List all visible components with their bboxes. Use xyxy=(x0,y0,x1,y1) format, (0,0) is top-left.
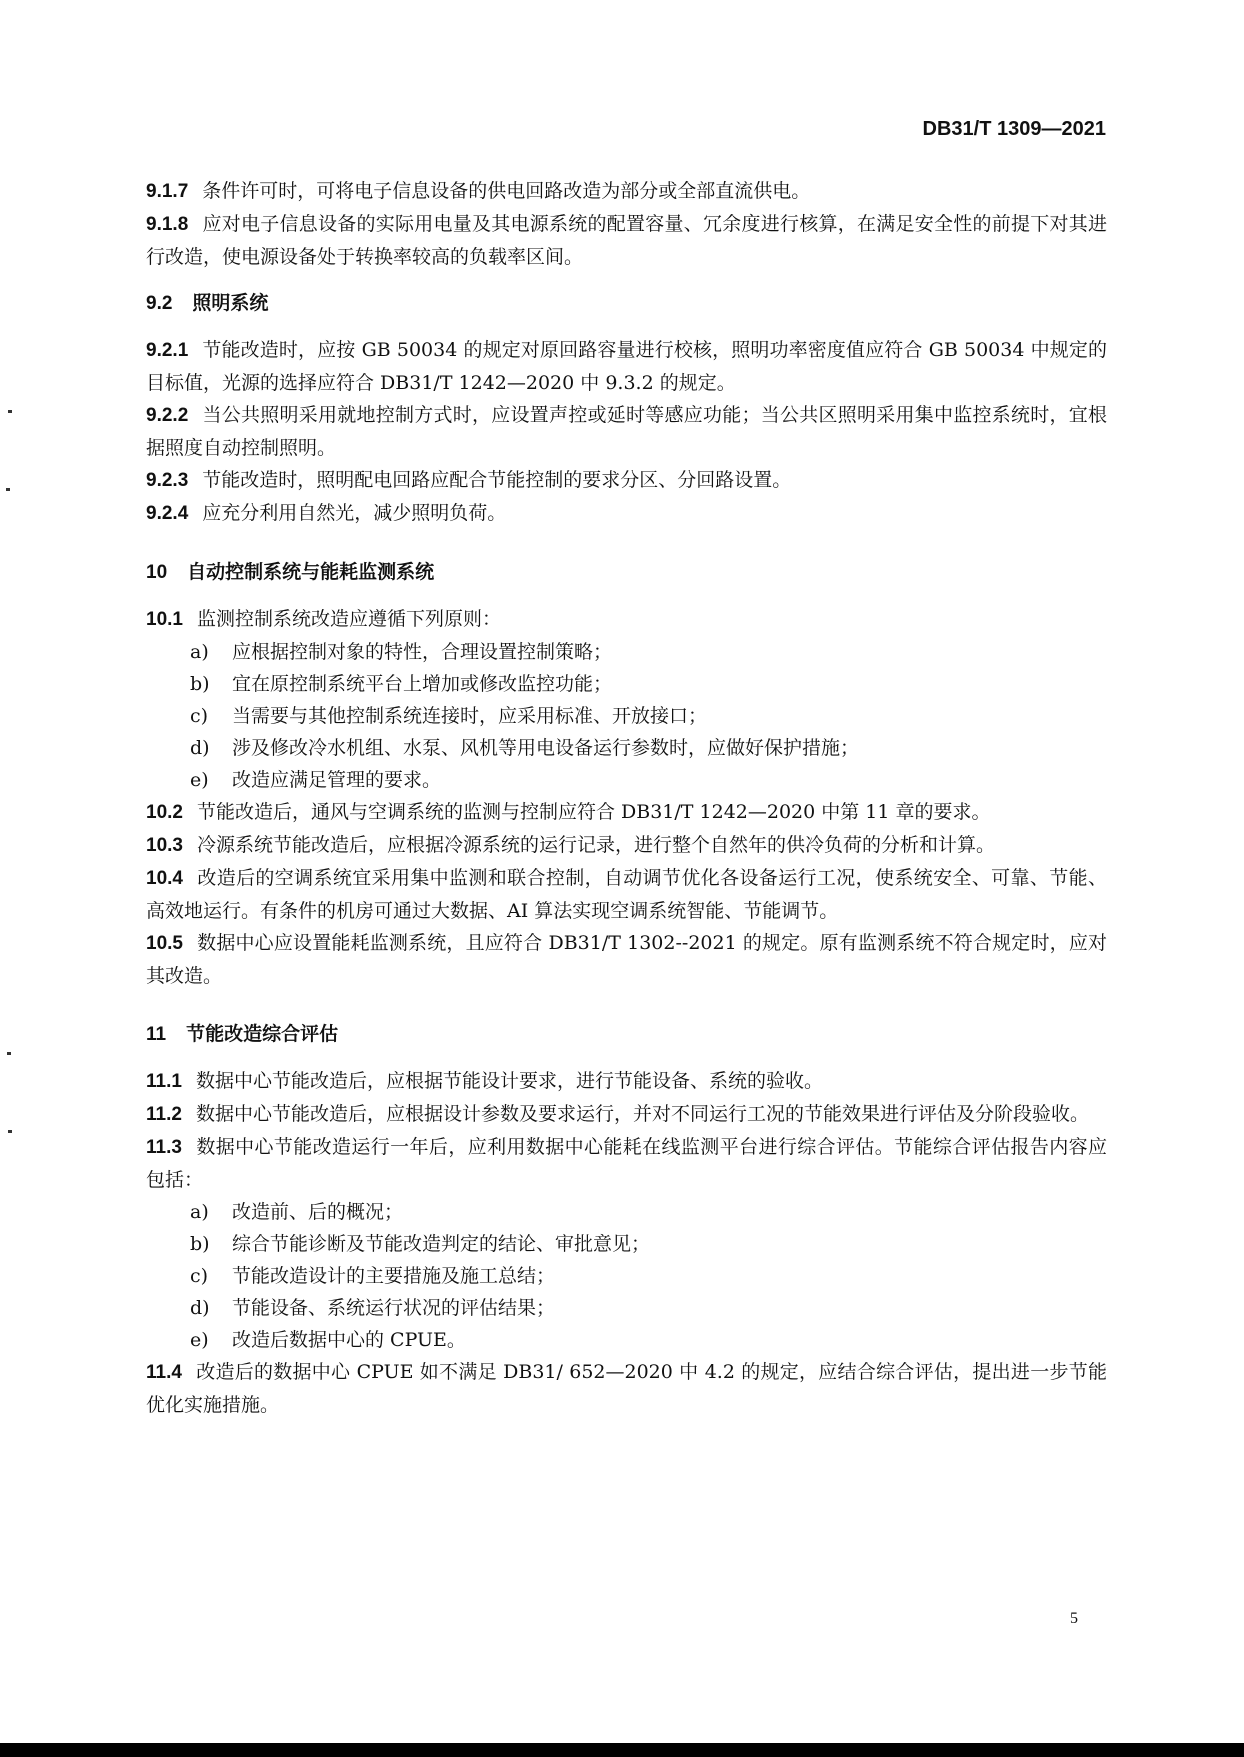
list-item xyxy=(146,1228,1107,1260)
clause-paragraph xyxy=(146,1098,1107,1131)
clause-text: 冷源系统节能改造后，应根据冷源系统的运行记录，进行整个自然年的供冷负荷的分析和计算。 xyxy=(196,834,995,856)
list-marker: b) xyxy=(190,673,210,695)
section-heading xyxy=(146,1018,1107,1051)
clause-text: 监测控制系统改造应遵循下列原则： xyxy=(196,608,501,630)
clause-number: 10.1 xyxy=(146,609,183,630)
clause-paragraph xyxy=(146,497,1107,530)
clause-text: 当公共照明采用就地控制方式时，应设置声控或延时等感应功能；当公共区照明采用集中监控系统时，宜根据照度自动控制照明。 xyxy=(146,404,1107,459)
clause-text: 条件许可时，可将电子信息设备的供电回路改造为部分或全部直流供电。 xyxy=(202,180,811,202)
item-list xyxy=(146,1196,1107,1356)
scan-speck xyxy=(6,488,10,491)
clause-paragraph xyxy=(146,603,1107,636)
clause-paragraph xyxy=(146,1356,1107,1421)
list-item xyxy=(146,764,1107,796)
clause-paragraph xyxy=(146,334,1107,399)
clause-number: 9.2.2 xyxy=(146,405,189,426)
section-heading xyxy=(146,556,1107,589)
spacer xyxy=(146,1051,1107,1065)
scan-speck xyxy=(8,1130,12,1133)
list-item xyxy=(146,1324,1107,1356)
list-item xyxy=(146,1260,1107,1292)
clause-text: 改造后的空调系统宜采用集中监测和联合控制，自动调节优化各设备运行工况，使系统安全、可靠、节能、高效地运行。有条件的机房可通过大数据、AI 算法实现空调系统智能、节能调节。 xyxy=(146,867,1107,922)
list-item-text: 改造后数据中心的 CPUE。 xyxy=(232,1329,466,1351)
clause-number: 10.4 xyxy=(146,868,183,889)
spacer xyxy=(146,530,1107,556)
clause-text: 节能改造后，通风与空调系统的监测与控制应符合 DB31/T 1242—2020 中第 11 章的要求。 xyxy=(196,801,991,823)
clause-number: 10.2 xyxy=(146,802,183,823)
clause-number: 11.1 xyxy=(146,1071,182,1092)
list-item xyxy=(146,668,1107,700)
scan-border xyxy=(0,1743,1244,1757)
clause-text: 数据中心节能改造运行一年后，应利用数据中心能耗在线监测平台进行综合评估。节能综合评估报告内容应包括： xyxy=(146,1136,1107,1191)
clause-text: 数据中心节能改造后，应根据设计参数及要求运行，并对不同运行工况的节能效果进行评估及分阶段验收。 xyxy=(195,1103,1089,1125)
list-item-text: 改造应满足管理的要求。 xyxy=(232,769,442,791)
list-item xyxy=(146,700,1107,732)
clause-text: 应对电子信息设备的实际用电量及其电源系统的配置容量、冗余度进行核算，在满足安全性的前提下对其进行改造，使电源设备处于转换率较高的负载率区间。 xyxy=(146,213,1107,268)
clause-text: 改造后的数据中心 CPUE 如不满足 DB31/ 652—2020 中 4.2 的规定，应结合综合评估，提出进一步节能优化实施措施。 xyxy=(146,1361,1107,1416)
spacer xyxy=(146,320,1107,334)
clause-paragraph xyxy=(146,927,1107,992)
list-marker: a) xyxy=(190,641,209,663)
spacer xyxy=(146,273,1107,287)
document-body xyxy=(146,175,1107,1421)
clause-number: 11.2 xyxy=(146,1104,182,1125)
clause-paragraph xyxy=(146,399,1107,464)
list-item xyxy=(146,1196,1107,1228)
list-marker: d) xyxy=(190,737,210,759)
clause-number: 9.1.7 xyxy=(146,181,189,202)
clause-number: 11.4 xyxy=(146,1362,182,1383)
list-item-text: 当需要与其他控制系统连接时，应采用标准、开放接口； xyxy=(232,705,708,727)
list-marker: c) xyxy=(190,1265,209,1287)
clause-text: 数据中心节能改造后，应根据节能设计要求，进行节能设备、系统的验收。 xyxy=(195,1070,823,1092)
list-marker: d) xyxy=(190,1297,210,1319)
section-number: 9.2 xyxy=(146,293,173,314)
clause-number: 10.3 xyxy=(146,835,183,856)
clause-number: 9.1.8 xyxy=(146,214,189,235)
clause-number: 11.3 xyxy=(146,1137,182,1158)
section-number: 11 xyxy=(146,1024,167,1045)
clause-text: 节能改造时，应按 GB 50034 的规定对原回路容量进行校核，照明功率密度值应符合 GB 50034 中规定的目标值，光源的选择应符合 DB31/T 1242—2020 中 9.3.2 的规定。 xyxy=(146,339,1107,394)
list-item-text: 综合节能诊断及节能改造判定的结论、审批意见； xyxy=(232,1233,651,1255)
list-item-text: 应根据控制对象的特性，合理设置控制策略； xyxy=(232,641,613,663)
section-heading xyxy=(146,287,1107,320)
clause-number: 10.5 xyxy=(146,933,183,954)
clause-text: 节能改造时，照明配电回路应配合节能控制的要求分区、分回路设置。 xyxy=(202,469,792,491)
list-item-text: 宜在原控制系统平台上增加或修改监控功能； xyxy=(232,673,613,695)
section-title: 自动控制系统与能耗监测系统 xyxy=(187,561,435,583)
section-title: 照明系统 xyxy=(192,292,269,314)
list-marker: c) xyxy=(190,705,209,727)
clause-paragraph xyxy=(146,796,1107,829)
clause-text: 数据中心应设置能耗监测系统，且应符合 DB31/T 1302--2021 的规定。原有监测系统不符合规定时，应对其改造。 xyxy=(146,932,1107,987)
list-item-text: 节能改造设计的主要措施及施工总结； xyxy=(232,1265,556,1287)
clause-number: 9.2.3 xyxy=(146,470,189,491)
spacer xyxy=(146,589,1107,603)
spacer xyxy=(146,992,1107,1018)
clause-paragraph xyxy=(146,829,1107,862)
list-item xyxy=(146,1292,1107,1324)
clause-number: 9.2.4 xyxy=(146,503,189,524)
clause-paragraph xyxy=(146,464,1107,497)
list-marker: e) xyxy=(190,769,209,791)
section-number: 10 xyxy=(146,562,168,583)
clause-text: 应充分利用自然光，减少照明负荷。 xyxy=(202,502,507,524)
item-list xyxy=(146,636,1107,796)
clause-paragraph xyxy=(146,862,1107,927)
list-item xyxy=(146,732,1107,764)
list-marker: a) xyxy=(190,1201,209,1223)
scan-speck xyxy=(8,410,12,413)
clause-paragraph xyxy=(146,208,1107,273)
clause-paragraph xyxy=(146,175,1107,208)
list-item xyxy=(146,636,1107,668)
list-marker: b) xyxy=(190,1233,210,1255)
list-item-text: 改造前、后的概况； xyxy=(232,1201,404,1223)
clause-number: 9.2.1 xyxy=(146,340,189,361)
standard-code: DB31/T 1309—2021 xyxy=(922,118,1106,140)
clause-paragraph xyxy=(146,1131,1107,1196)
section-title: 节能改造综合评估 xyxy=(186,1023,339,1045)
clause-paragraph xyxy=(146,1065,1107,1098)
list-item-text: 涉及修改冷水机组、水泵、风机等用电设备运行参数时，应做好保护措施； xyxy=(232,737,860,759)
scan-speck xyxy=(7,1052,11,1055)
list-marker: e) xyxy=(190,1329,209,1351)
list-item-text: 节能设备、系统运行状况的评估结果； xyxy=(232,1297,556,1319)
page-number: 5 xyxy=(1070,1610,1078,1627)
